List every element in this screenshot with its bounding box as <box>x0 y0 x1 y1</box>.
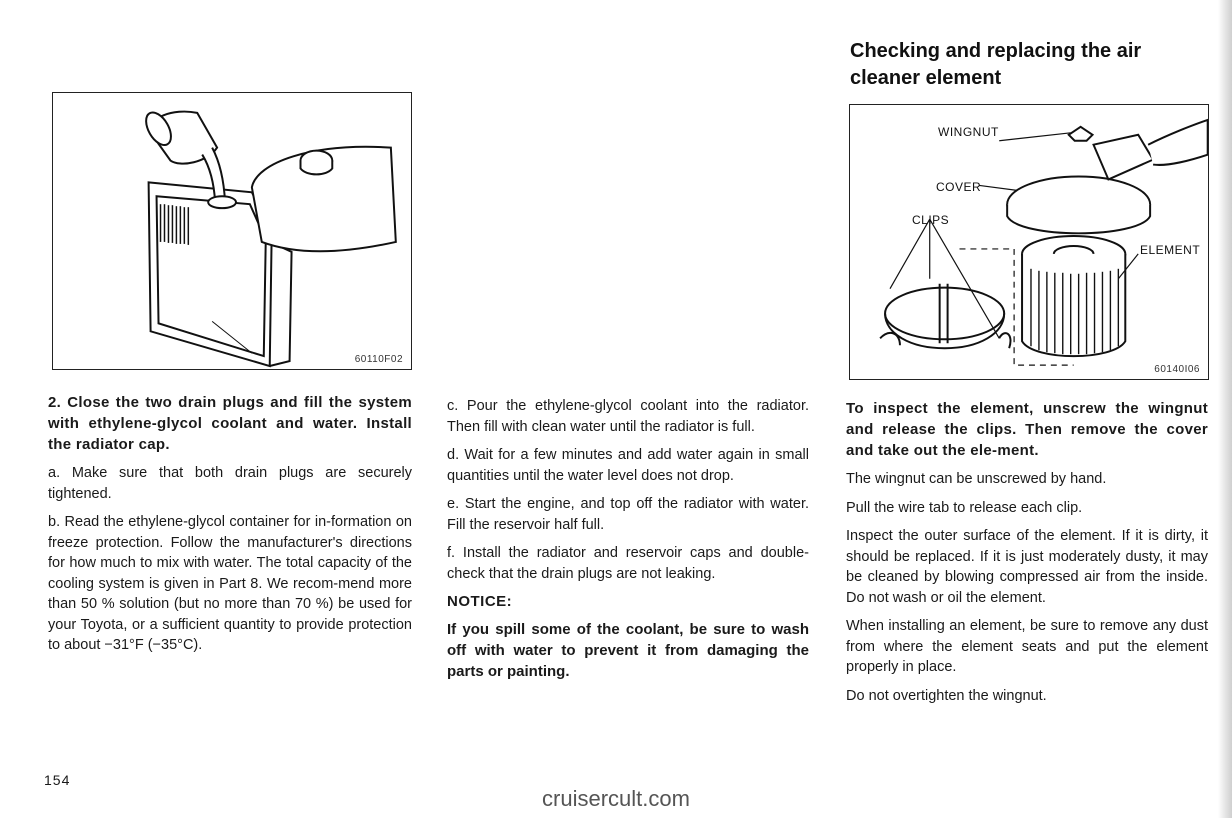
paragraph-wingnut: The wingnut can be unscrewed by hand. <box>846 471 1107 487</box>
radiator-fill-figure <box>52 92 412 370</box>
notice-heading: NOTICE: <box>447 593 513 610</box>
paragraph-clip: Pull the wire tab to release each clip. <box>846 499 1083 516</box>
column-middle <box>447 396 809 690</box>
inspect-heading: To inspect the element, unscrew the wingnut and release the clips. Then remove the cover and take out the ele-ment. <box>846 400 1208 459</box>
step-d: d. Wait for a few minutes and add water again in small quantities until the water level does not drop. <box>447 447 809 484</box>
paragraph-install: When installing an element, be sure to remove any dust from where the element seats and put the element properly in place. <box>846 618 1208 675</box>
air-cleaner-figure <box>849 104 1209 380</box>
column-right <box>846 398 1208 714</box>
notice-body: If you spill some of the coolant, be sure to wash off with water to prevent it from damaging the parts or painting. <box>447 620 809 680</box>
radiator-illustration <box>53 93 411 369</box>
step-e: e. Start the engine, and top off the radiator with water. Fill the reservoir half full. <box>447 496 809 533</box>
step-c: c. Pour the ethylene-glycol coolant into the radiator. Then fill with clean water until the radiator is full. <box>447 398 809 435</box>
cover-icon <box>1007 176 1150 233</box>
step-a: a. Make sure that both drain plugs are securely tightened. <box>48 465 412 502</box>
section-title: Checking and replacing the air cleaner element <box>850 40 1142 89</box>
page-edge-shadow <box>1218 0 1232 818</box>
element-label: ELEMENT <box>1140 243 1201 257</box>
figure-code: 60110F02 <box>354 354 403 365</box>
paragraph-overtighten: Do not overtighten the wingnut. <box>846 687 1047 704</box>
column-left <box>48 392 412 664</box>
reservoir-icon <box>252 147 396 251</box>
step-f: f. Install the radiator and reservoir caps and double-check that the drain plugs are not leaking. <box>447 545 809 582</box>
step-b: b. Read the ethylene-glycol container for in-formation on freeze protection. Follow the manufacturer's directions for how much to mix with water. The total capacity of the cooling system is given in Part 8. We recom-mend more than 50 % solution (but no more than 70 %) be used for your Toyota, or a sufficient quantity to provide protection to about −31°F (−35°C). <box>48 514 412 653</box>
air-cleaner-illustration <box>850 105 1208 379</box>
step-2-heading: 2. Close the two drain plugs and fill the system with ethylene-glycol coolant and water. Install the radiator cap. <box>48 394 412 453</box>
paragraph-inspect: Inspect the outer surface of the element. If it is dirty, it should be replaced. If it is just moderately dusty, it may be cleaned by blowing compressed air from the inside. Do not wash or oil the element. <box>846 528 1208 606</box>
wingnut-label: WINGNUT <box>938 125 999 139</box>
clips-label: CLIPS <box>912 213 950 227</box>
page-number: 154 <box>44 772 71 788</box>
cover-label: COVER <box>936 180 982 194</box>
figure-code: 60140I06 <box>1154 364 1200 375</box>
wingnut-icon <box>1069 127 1093 141</box>
watermark: cruisercult.com <box>542 786 690 811</box>
filter-element-icon <box>1022 236 1125 356</box>
